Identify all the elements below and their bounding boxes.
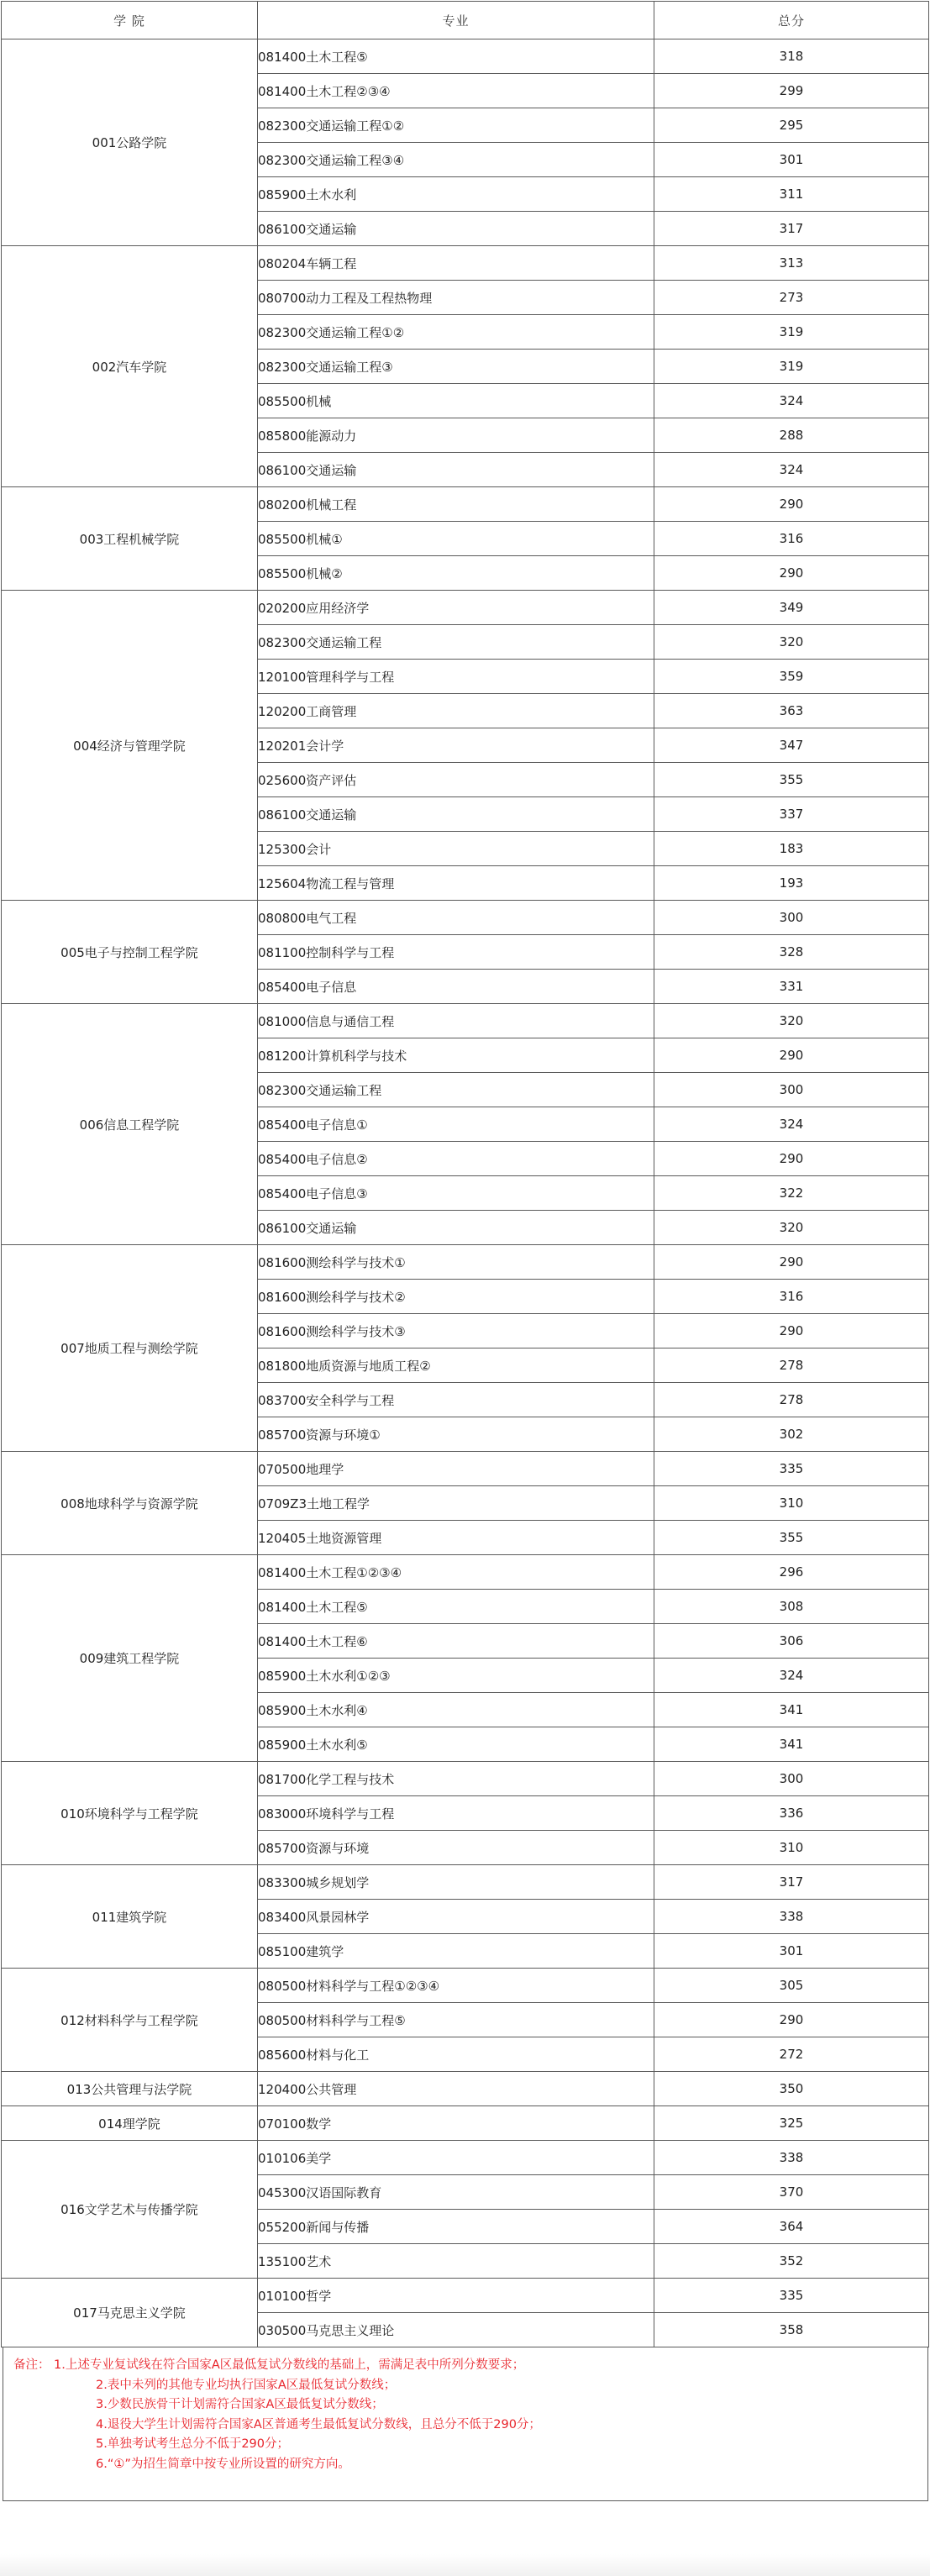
note-line (13, 2416, 927, 2436)
score-cell: 337 (654, 797, 929, 832)
score-cell: 278 (654, 1383, 929, 1417)
score-cell: 341 (654, 1727, 929, 1762)
major-cell: 082300交通运输工程③ (258, 350, 654, 384)
score-cell: 302 (654, 1417, 929, 1452)
major-cell: 010100哲学 (258, 2279, 654, 2313)
score-cell: 290 (654, 1314, 929, 1348)
major-cell: 070500地理学 (258, 1452, 654, 1486)
college-cell: 007地质工程与测绘学院 (2, 1245, 258, 1452)
major-cell: 081400土木工程①②③④ (258, 1555, 654, 1590)
major-cell: 086100交通运输 (258, 1211, 654, 1245)
major-cell: 125300会计 (258, 832, 654, 866)
major-cell: 086100交通运输 (258, 453, 654, 487)
score-cell: 278 (654, 1348, 929, 1383)
score-cell: 193 (654, 866, 929, 901)
score-cell: 316 (654, 522, 929, 556)
score-cell: 370 (654, 2175, 929, 2210)
college-cell: 014理学院 (2, 2106, 258, 2141)
major-cell: 045300汉语国际教育 (258, 2175, 654, 2210)
major-cell: 085900土木水利 (258, 177, 654, 212)
score-cell: 310 (654, 1831, 929, 1865)
major-cell: 081600测绘科学与技术② (258, 1280, 654, 1314)
table-header-row (2, 2, 929, 39)
table-row (2, 1555, 929, 1590)
score-cell: 320 (654, 1211, 929, 1245)
major-cell: 082300交通运输工程 (258, 1073, 654, 1107)
table-row (2, 1762, 929, 1796)
header-major: 专业 (258, 2, 654, 39)
note-item: 5.单独考试考生总分不低于290分； (96, 2437, 290, 2452)
notes-label: 备注： (13, 2358, 50, 2372)
major-cell: 010106美学 (258, 2141, 654, 2175)
score-cell: 325 (654, 2106, 929, 2141)
major-cell: 081200计算机科学与技术 (258, 1038, 654, 1073)
major-cell: 085400电子信息③ (258, 1176, 654, 1211)
header-score: 总分 (654, 2, 929, 39)
score-cell: 336 (654, 1796, 929, 1831)
college-cell: 016文学艺术与传播学院 (2, 2141, 258, 2279)
score-cell: 183 (654, 832, 929, 866)
score-cell: 290 (654, 556, 929, 591)
major-cell: 083300城乡规划学 (258, 1865, 654, 1900)
score-cell: 364 (654, 2210, 929, 2244)
score-cell: 359 (654, 660, 929, 694)
score-cell: 310 (654, 1486, 929, 1521)
major-cell: 085700资源与环境① (258, 1417, 654, 1452)
major-cell: 080500材料科学与工程①②③④ (258, 1969, 654, 2003)
note-item: 1.上述专业复试线在符合国家A区最低复试分数线的基础上，需满足表中所列分数要求； (54, 2358, 525, 2372)
major-cell: 030500马克思主义理论 (258, 2313, 654, 2347)
score-cell: 290 (654, 1142, 929, 1176)
score-cell: 358 (654, 2313, 929, 2347)
college-cell: 012材料科学与工程学院 (2, 1969, 258, 2072)
major-cell: 085400电子信息② (258, 1142, 654, 1176)
table-row (2, 2072, 929, 2106)
note-line (13, 2356, 927, 2376)
score-cell: 317 (654, 1865, 929, 1900)
table-row (2, 1245, 929, 1280)
major-cell: 081000信息与通信工程 (258, 1004, 654, 1038)
major-cell: 083000环境科学与工程 (258, 1796, 654, 1831)
score-cell: 341 (654, 1693, 929, 1727)
score-cell: 316 (654, 1280, 929, 1314)
note-item: 3.少数民族骨干计划需符合国家A区最低复试分数线； (96, 2398, 384, 2412)
major-cell: 081700化学工程与技术 (258, 1762, 654, 1796)
major-cell: 082300交通运输工程 (258, 625, 654, 660)
table-row (2, 2106, 929, 2141)
score-cell: 290 (654, 2003, 929, 2037)
college-cell: 001公路学院 (2, 39, 258, 246)
table-row (2, 1865, 929, 1900)
college-cell: 006信息工程学院 (2, 1004, 258, 1245)
score-cell: 290 (654, 487, 929, 522)
major-cell: 083400风景园林学 (258, 1900, 654, 1934)
major-cell: 120201会计学 (258, 728, 654, 763)
major-cell: 020200应用经济学 (258, 591, 654, 625)
score-cell: 324 (654, 1107, 929, 1142)
score-cell: 308 (654, 1590, 929, 1624)
score-cell: 273 (654, 281, 929, 315)
score-cell: 301 (654, 143, 929, 177)
major-cell: 0709Z3土地工程学 (258, 1486, 654, 1521)
college-cell: 017马克思主义学院 (2, 2279, 258, 2347)
major-cell: 025600资产评估 (258, 763, 654, 797)
score-cell: 306 (654, 1624, 929, 1659)
college-cell: 010环境科学与工程学院 (2, 1762, 258, 1865)
score-cell: 324 (654, 384, 929, 418)
major-cell: 085500机械② (258, 556, 654, 591)
major-cell: 081400土木工程②③④ (258, 74, 654, 108)
major-cell: 081400土木工程⑤ (258, 39, 654, 74)
major-cell: 120100管理科学与工程 (258, 660, 654, 694)
major-cell: 085900土木水利⑤ (258, 1727, 654, 1762)
major-cell: 080700动力工程及工程热物理 (258, 281, 654, 315)
major-cell: 080800电气工程 (258, 901, 654, 935)
major-cell: 081400土木工程⑥ (258, 1624, 654, 1659)
score-cell: 318 (654, 39, 929, 74)
major-cell: 085500机械 (258, 384, 654, 418)
score-table (1, 1, 929, 2347)
major-cell: 081400土木工程⑤ (258, 1590, 654, 1624)
college-cell: 003工程机械学院 (2, 487, 258, 591)
score-cell: 324 (654, 1659, 929, 1693)
college-cell: 013公共管理与法学院 (2, 2072, 258, 2106)
major-cell: 086100交通运输 (258, 797, 654, 832)
score-cell: 338 (654, 2141, 929, 2175)
major-cell: 082300交通运输工程③④ (258, 143, 654, 177)
score-cell: 296 (654, 1555, 929, 1590)
table-row (2, 487, 929, 522)
score-cell: 295 (654, 108, 929, 143)
major-cell: 082300交通运输工程①② (258, 108, 654, 143)
major-cell: 082300交通运输工程①② (258, 315, 654, 350)
major-cell: 080200机械工程 (258, 487, 654, 522)
notes-box (3, 2347, 928, 2501)
college-cell: 009建筑工程学院 (2, 1555, 258, 1762)
major-cell: 120200工商管理 (258, 694, 654, 728)
major-cell: 055200新闻与传播 (258, 2210, 654, 2244)
major-cell: 085400电子信息① (258, 1107, 654, 1142)
major-cell: 086100交通运输 (258, 212, 654, 246)
major-cell: 085700资源与环境 (258, 1831, 654, 1865)
score-cell: 299 (654, 74, 929, 108)
college-cell: 008地球科学与资源学院 (2, 1452, 258, 1555)
table-row (2, 591, 929, 625)
major-cell: 081100控制科学与工程 (258, 935, 654, 970)
note-item: 6.“①”为招生简章中按专业所设置的研究方向。 (96, 2457, 350, 2471)
score-cell: 319 (654, 315, 929, 350)
table-row (2, 2279, 929, 2313)
table-row (2, 1969, 929, 2003)
major-cell: 081600测绘科学与技术③ (258, 1314, 654, 1348)
score-cell: 355 (654, 1521, 929, 1555)
major-cell: 085500机械① (258, 522, 654, 556)
college-cell: 011建筑学院 (2, 1865, 258, 1969)
major-cell: 070100数学 (258, 2106, 654, 2141)
score-cell: 324 (654, 453, 929, 487)
score-cell: 311 (654, 177, 929, 212)
major-cell: 085400电子信息 (258, 970, 654, 1004)
college-cell: 005电子与控制工程学院 (2, 901, 258, 1004)
score-cell: 352 (654, 2244, 929, 2279)
score-cell: 300 (654, 1762, 929, 1796)
major-cell: 085900土木水利④ (258, 1693, 654, 1727)
header-college: 学 院 (2, 2, 258, 39)
note-line (13, 2376, 927, 2396)
note-line (13, 2435, 927, 2455)
major-cell: 085600材料与化工 (258, 2037, 654, 2072)
score-cell: 288 (654, 418, 929, 453)
table-body (2, 39, 929, 2347)
score-cell: 331 (654, 970, 929, 1004)
score-cell: 290 (654, 1245, 929, 1280)
note-line (13, 2395, 927, 2416)
major-cell: 135100艺术 (258, 2244, 654, 2279)
major-cell: 081600测绘科学与技术① (258, 1245, 654, 1280)
major-cell: 120405土地资源管理 (258, 1521, 654, 1555)
major-cell: 081800地质资源与地质工程② (258, 1348, 654, 1383)
footer-shade (0, 2554, 930, 2576)
table-row (2, 246, 929, 281)
score-cell: 363 (654, 694, 929, 728)
table-row (2, 1452, 929, 1486)
note-item: 2.表中未列的其他专业均执行国家A区最低复试分数线； (96, 2378, 397, 2392)
score-cell: 349 (654, 591, 929, 625)
major-cell: 085800能源动力 (258, 418, 654, 453)
table-row (2, 1004, 929, 1038)
table-row (2, 901, 929, 935)
note-item: 4.退役大学生计划需符合国家A区普通考生最低复试分数线，且总分不低于290分； (96, 2417, 541, 2431)
major-cell: 080204车辆工程 (258, 246, 654, 281)
major-cell: 080500材料科学与工程⑤ (258, 2003, 654, 2037)
note-line (13, 2455, 927, 2475)
college-cell: 004经济与管理学院 (2, 591, 258, 901)
score-cell: 300 (654, 1073, 929, 1107)
score-cell: 355 (654, 763, 929, 797)
score-cell: 322 (654, 1176, 929, 1211)
score-cell: 328 (654, 935, 929, 970)
score-cell: 320 (654, 625, 929, 660)
score-cell: 305 (654, 1969, 929, 2003)
score-cell: 317 (654, 212, 929, 246)
major-cell: 085900土木水利①②③ (258, 1659, 654, 1693)
score-cell: 313 (654, 246, 929, 281)
score-cell: 319 (654, 350, 929, 384)
score-cell: 272 (654, 2037, 929, 2072)
score-cell: 320 (654, 1004, 929, 1038)
major-cell: 125604物流工程与管理 (258, 866, 654, 901)
score-cell: 301 (654, 1934, 929, 1969)
score-cell: 335 (654, 2279, 929, 2313)
score-cell: 347 (654, 728, 929, 763)
score-cell: 300 (654, 901, 929, 935)
major-cell: 083700安全科学与工程 (258, 1383, 654, 1417)
major-cell: 085100建筑学 (258, 1934, 654, 1969)
score-cell: 338 (654, 1900, 929, 1934)
table-row (2, 39, 929, 74)
score-cell: 350 (654, 2072, 929, 2106)
major-cell: 120400公共管理 (258, 2072, 654, 2106)
score-cell: 335 (654, 1452, 929, 1486)
college-cell: 002汽车学院 (2, 246, 258, 487)
score-cell: 290 (654, 1038, 929, 1073)
table-row (2, 2141, 929, 2175)
